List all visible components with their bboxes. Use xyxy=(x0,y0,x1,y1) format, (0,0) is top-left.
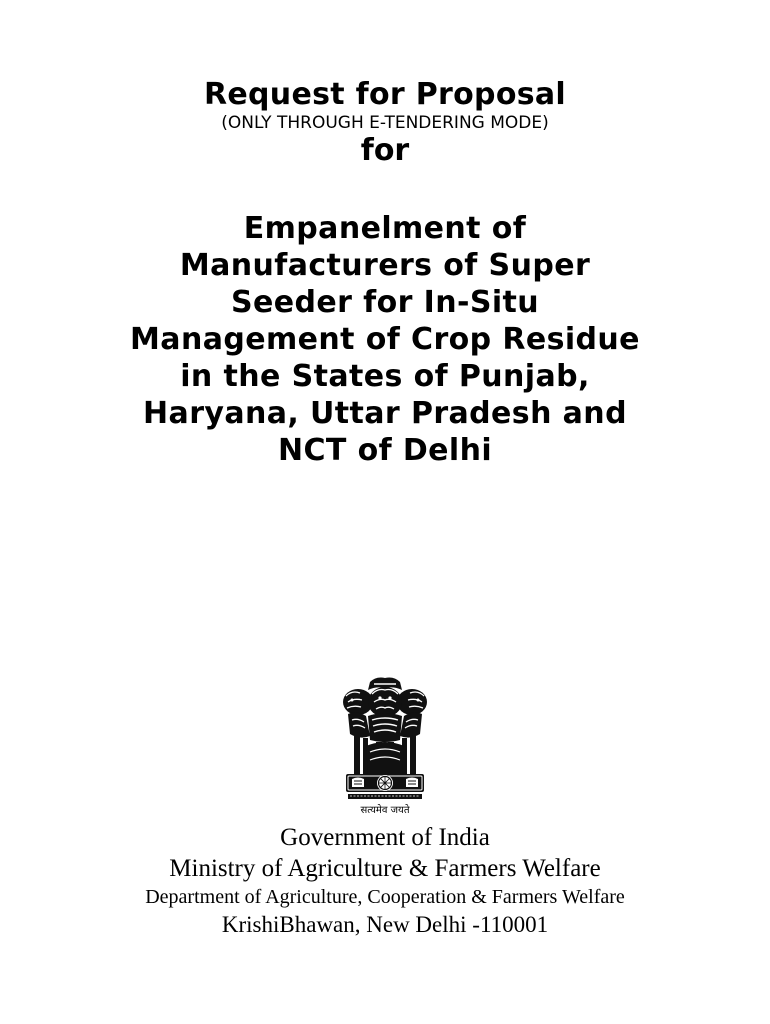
emblem-motto: सत्यमेव जयते xyxy=(360,805,410,816)
rfp-title: Request for Proposal xyxy=(203,77,567,112)
national-emblem-icon xyxy=(336,676,434,822)
subject-line: Manufacturers of Super xyxy=(179,248,591,283)
subject-line: Haryana, Uttar Pradesh and xyxy=(143,396,627,431)
government-name: Government of India xyxy=(280,824,490,851)
subject-line: in the States of Punjab, xyxy=(180,359,590,394)
issuing-authority xyxy=(0,822,770,940)
subject-line: NCT of Delhi xyxy=(277,433,493,468)
tendering-mode-note: (ONLY THROUGH E-TENDERING MODE) xyxy=(221,113,549,133)
rfp-subject xyxy=(60,210,710,469)
ministry-name: Ministry of Agriculture & Farmers Welfare xyxy=(169,855,601,882)
subject-line: Empanelment of xyxy=(243,211,527,246)
rfp-header xyxy=(0,76,770,169)
department-name: Department of Agriculture, Cooperation & Farmers Welfare xyxy=(145,886,625,908)
subject-line: Management of Crop Residue xyxy=(130,322,640,357)
subject-line: Seeder for In-Situ xyxy=(230,285,540,320)
office-address: KrishiBhawan, New Delhi -110001 xyxy=(221,912,549,937)
rfp-for-connector: for xyxy=(360,133,410,168)
